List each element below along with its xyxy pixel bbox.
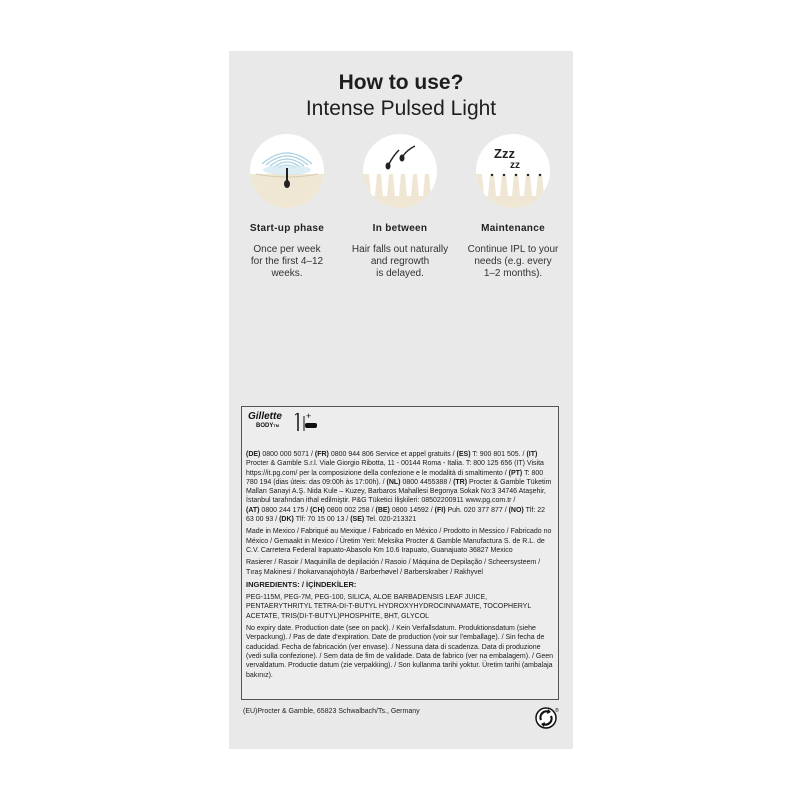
sleep-zzz-icon [476, 134, 550, 208]
step-description: Continue IPL to your needs (e.g. every 1–2 months). [467, 244, 559, 279]
expiry-text: No expiry date. Production date (see on pack). / Kein Verfallsdatum. Produktionsdatum (siehe Verpackung). / Pas de date d'expiration. Date de production (voir sur l'emballage). / Sin fecha de caducidad. Fecha de fabricación (ver envase). / Nessuna data di scadenza. Data di produzione (vedi sulla confezione). / Sem data de fim de validade. Data de fabrico (ver na embalagem). / Geen vervaldatum. Productie datum (zie verpakking). / Son kullanma tarihi yoktur. Üretim tarihi (ambalaja bakınız). [246, 625, 553, 679]
eu-address: (EU)Procter & Gamble, 65823 Schwalbach/Ts., Germany [243, 708, 420, 715]
svg-text:Zzz: Zzz [494, 146, 515, 161]
ingredients-text: PEG-115M, PEG-7M, PEG-100, SILICA, ALOE BARBADENSIS LEAF JUICE, PENTAERYTHRITYL TETRA-DI-T-BUTYL HYDROXYHYDROCINNAMATE, TOCOPHERYL ACETATE, TRIS(DI-T-BUTYL)PHOSPHITE, BHT, GLYCOL [246, 594, 531, 620]
step-startup [232, 134, 342, 280]
svg-text:zz: zz [510, 160, 520, 171]
contacts-block: (DE) 0800 000 5071 / (FR) 0800 944 806 Service et appel gratuits / (ES) T: 900 801 505. / (IT) Procter & Gamble S.r.l. Viale Giorgio Ribotta, 11 - 00144 Roma - Italia. T: 800 125 656 (IT) Visita https://it.pg.com/ per la composizione della confezione e le modalità di smaltimento / (PT) T: 800 780 194 (dias úteis: das 09:00h às 17:00h). / (NL) 0800 4455388 / (TR) Procter & Gamble Tüketim Malları Sanayi A.Ş. Nida Kule – Kuzey, Barbaros Mahallesi Begonya Sokak No:3 34746 Ataşehir, İstanbul tarafından ithal edilmiştir. P&G Tüketici İlişkileri: 08502200911 www.pg.com.tr / (AT) 0800 244 175 / (CH) 0800 002 258 / (BE) 0800 14592 / (FI) Puh. 020 377 877 / (NO) Tlf: 22 63 00 93 / (DK) Tlf: 70 15 00 13 / (SE) Tel. 020-213321 [246, 451, 552, 524]
legal-text [246, 450, 554, 683]
recycling-icon [535, 706, 559, 730]
page-subtitle: Intense Pulsed Light [305, 97, 497, 120]
ingredients-title: INGREDIENTS: / İÇİNDEKİLER: [246, 579, 357, 589]
pulse-waves-icon [250, 134, 324, 208]
svg-text:®: ® [555, 708, 559, 714]
step-description: Once per week for the first 4–12 weeks. [250, 244, 324, 279]
svg-text:+: + [306, 411, 312, 421]
step-in-between [345, 134, 455, 280]
made-in-text: Made in Mexico / Fabriqué au Mexique / Fabricado en México / Prodotto in Messico / Fabricado no México / Gemaakt in Mexico / Üretim Yeri: Meksika Procter & Gamble Manufactura S. de R.L. de C.V. Carretera Federal Irapuato-Abasolo Km 10.6 Irapuato, Guanajuato 36827 Mexico [246, 528, 552, 554]
legal-info-box: Gillette BODYTM + (DE) 0800 000 5071 / (FR) 0800 944 806 Service et appel gratuits / (ES) T: 900 801 505. / (IT) Procter & Gamble S.r.l. Viale Giorgio Ribotta, 11 - 00144 Roma - Italia. T: 800 125 656 (IT) Visita https://it.pg.com/ per la composizione della confezione e le modalità di smaltimento / (PT) T: 800 780 194 (dias úteis: das 09:00h às 17:00h). / (NL) 0800 4455388 / (TR) Procter & Gamble Tüketim Malları Sanayi A.Ş. Nida Kule – Kuzey, Barbaros Mahallesi Begonya Sokak No:3 34746 Ataşehir, İstanbul tarafından ithal edilmiştir. P&G Tüketici İlişkileri: 08502200911 www.pg.com.tr / (AT) 0800 244 175 / (CH) 0800 002 258 / (BE) 0800 14592 / (FI) Puh. 020 377 877 / (NO) Tlf: 22 63 00 93 / (DK) Tlf: 70 15 00 13 / (SE) Tel. 020-213321 Made in Mexico / Fabriqué au Mexique / Fabricado en México / Prodotto in Messico / Fabricado no México / Gemaakt in Mexico / Üretim Yeri: Meksika Procter & Gamble Manufactura S. de R.L. de C.V. Carretera Federal Irapuato-Abasolo Km 10.6 Irapuato, Guanajuato 36827 Mexico Rasierer / Rasoir / Maquinilla de depilación / Rasoio / Máquina de Depilação / Scheersysteem / Tıraş Makinesi / Ihokarvanajohöylä / Barberhøvel / Barberskraber / Rakhyvel INGREDIENTS: / İÇİNDEKİLER: PEG-115M, PEG-7M, PEG-100, SILICA, ALOE BARBADENSIS LEAF JUICE, PENTAERYTHRITYL TETRA-DI-T-BUTYL HYDROXYHYDROCINNAMATE, TOCOPHERYL ACETATE, TRIS(DI-T-BUTYL)PHOSPHITE, BHT, GLYCOL No expiry date. Production date (see on pack). / Kein Verfallsdatum. Produktionsdatum (siehe Verpackung). / Pas de date d'expiration. Date de production (voir sur l'emballage). / Sin fecha de caducidad. Fecha de fabricación (ver envase). / Nessuna data di scadenza. Data di produzione (vedi sulla confezione). / Sem data de fim de validade. Data de fabrico (ver na embalagem). / Geen vervaldatum. Productie datum (zie verpakking). / Son kullanma tarihi yoktur. Üretim tarihi (ambalaja bakınız). [241, 406, 559, 700]
product-names-text: Rasierer / Rasoir / Maquinilla de depilación / Rasoio / Máquina de Depilação / Scheersysteem / Tıraş Makinesi / Ihokarvanajohöylä / Barberhøvel / Barberskraber / Rakhyvel [246, 559, 541, 576]
step-label: Start-up phase [249, 223, 325, 234]
step-label: Maintenance [481, 223, 545, 234]
step-description: Hair falls out naturally and regrowth is delayed. [351, 244, 449, 279]
instruction-panel [229, 51, 573, 749]
page-title: How to use? [338, 71, 464, 94]
step-maintenance [458, 134, 568, 280]
step-label: In between [372, 223, 428, 234]
razor-pictogram-icon [292, 411, 328, 435]
falling-hair-icon [363, 134, 437, 208]
